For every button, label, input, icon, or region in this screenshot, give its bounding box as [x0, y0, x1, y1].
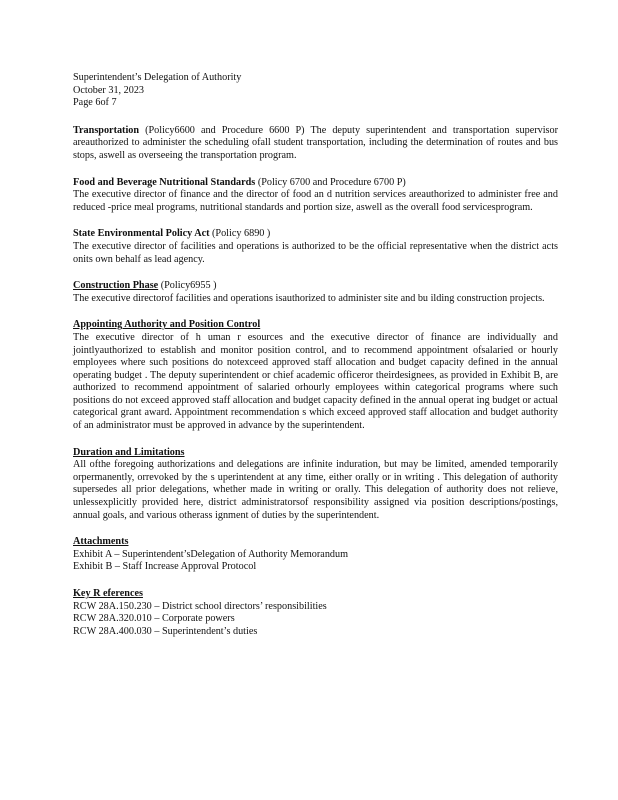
attachment-item: Exhibit B – Staff Increase Approval Protocol: [73, 561, 257, 573]
section-body: The executive directorof facilities and operations isauthorized to administer site and bu ilding construction projects.: [73, 292, 545, 304]
section-duration-limitations: [73, 447, 558, 523]
section-heading: State Environmental Policy Act: [73, 228, 210, 240]
section-heading-suffix: (Policy 6890 ): [209, 228, 271, 240]
references-heading: Key R eferences: [73, 588, 143, 599]
section-body: The executive director of h uman r esources and the executive director of finance are individually and jointlyauthorized to establish and monitor position control, and to recommend appointment ofsalaried or hourly employees where such positions do notexceed approved staff allocation and budget capacity defined in the annual operating budget . The deputy superintendent or chief academic officeror theirdesignees, as provided in Exhibit B, are authorized to recommend appointment of salaried orhourly employees within categorical programs where such positions do not exceed approved staff allocation and budget capacity defined in the annual operat ing budget or actual categorical grant award. Appointment recommendation s which exceed approved staff allocation and budget authority of an administrator must be approved in advance by the superintendent.: [73, 331, 558, 432]
section-body: The executive director of facilities and operations is authorized to be the official representative when the district acts onits own behalf as lead agency.: [73, 240, 558, 265]
reference-item: RCW 28A.150.230 – District school directors’ responsibilities: [73, 600, 327, 612]
document-date: October 31, 2023: [73, 84, 145, 96]
page-number: Page 6of 7: [73, 97, 117, 109]
section-appointing-authority: [73, 319, 558, 432]
section-attachments: [73, 536, 558, 574]
document-header: [73, 72, 558, 110]
section-heading-suffix: (Policy6955 ): [158, 280, 217, 292]
section-heading: Construction Phase: [73, 280, 159, 292]
section-heading: Transportation: [73, 124, 140, 136]
attachment-item: Exhibit A – Superintendent’sDelegation of Authority Memorandum: [73, 548, 349, 560]
section-key-references: [73, 588, 558, 638]
reference-item: RCW 28A.320.010 – Corporate powers: [73, 613, 235, 625]
section-heading-suffix: (Policy6600 and Procedure 6600 P): [139, 124, 305, 136]
document-title: Superintendent’s Delegation of Authority: [73, 72, 242, 83]
section-heading: Food and Beverage Nutritional Standards: [73, 176, 256, 188]
reference-item: RCW 28A.400.030 – Superintendent’s duties: [73, 625, 258, 637]
attachments-heading: Attachments: [73, 536, 129, 548]
section-body: The executive director of finance and the director of food an d nutrition services areauthorized to administer free and reduced -price meal programs, nutritional standards and portion size, aswell as the overall food servicesprogram.: [73, 189, 558, 213]
section-food-and-beverage: [73, 177, 558, 215]
section-transportation: [73, 125, 558, 163]
section-body: The deputy superintendent and transportation supervisor areauthorized to administer the scheduling ofall student transportation, including the determination of routes and bus stops, aswell as overseeing the transportation program.: [73, 124, 558, 161]
section-construction-phase: [73, 280, 558, 305]
section-heading: Duration and Limitations: [73, 446, 185, 458]
section-body: All ofthe foregoing authorizations and delegations are infinite induration, but may be limited, amended temporarily orpermanently, orrevoked by the s uperintendent at any time, either orally or in writing . This delegation of authority supersedes all prior delegations, whether made in writing or orally. This delegation of authority does not relieve, unlessexplicitly provided here, district administratorsof responsibility assigned via position descriptions/postings, annual goals, and various otherass ignment of duties by the superintendent.: [73, 459, 558, 521]
document-page: [73, 72, 558, 638]
section-heading-suffix: (Policy 6700 and Procedure 6700 P): [255, 176, 406, 188]
section-heading: Appointing Authority and Position Control: [73, 319, 261, 331]
section-sepa: [73, 228, 558, 266]
